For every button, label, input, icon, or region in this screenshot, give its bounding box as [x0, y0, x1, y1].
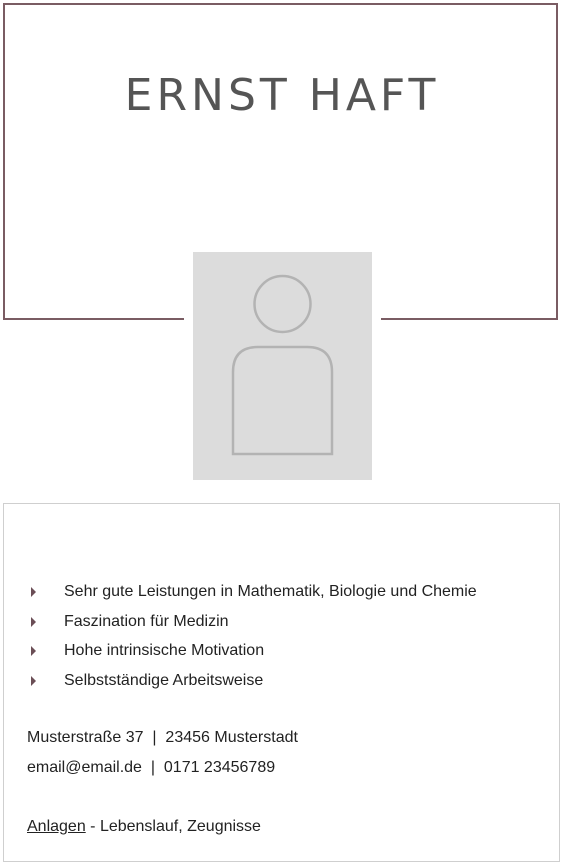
list-item: [26, 666, 477, 696]
person-placeholder-icon: [193, 252, 372, 480]
address-line: Musterstraße 37 | 23456 Musterstadt: [27, 729, 298, 746]
attachments-text: - Lebenslauf, Zeugnisse: [85, 818, 261, 835]
email-phone-line: email@email.de | 0171 23456789: [27, 759, 276, 776]
bullet-triangle-icon: [31, 617, 36, 627]
bullet-triangle-icon: [31, 676, 36, 686]
highlight-text: Sehr gute Leistungen in Mathematik, Biologie und Chemie: [64, 583, 477, 600]
highlights-list: [26, 577, 477, 695]
bullet-triangle-icon: [31, 587, 36, 597]
list-item: [26, 636, 477, 666]
highlight-text: Hohe intrinsische Motivation: [64, 642, 265, 659]
highlight-text: Faszination für Medizin: [64, 612, 229, 630]
highlight-text: Selbstständige Arbeitsweise: [64, 671, 264, 689]
list-item: [26, 607, 477, 637]
list-item: [26, 577, 477, 607]
applicant-name: ERNST HAFT: [124, 70, 440, 121]
attachments-link[interactable]: Anlagen: [27, 818, 86, 835]
bullet-triangle-icon: [31, 646, 36, 656]
attachments-line: [27, 818, 261, 836]
photo-placeholder: [193, 252, 372, 480]
